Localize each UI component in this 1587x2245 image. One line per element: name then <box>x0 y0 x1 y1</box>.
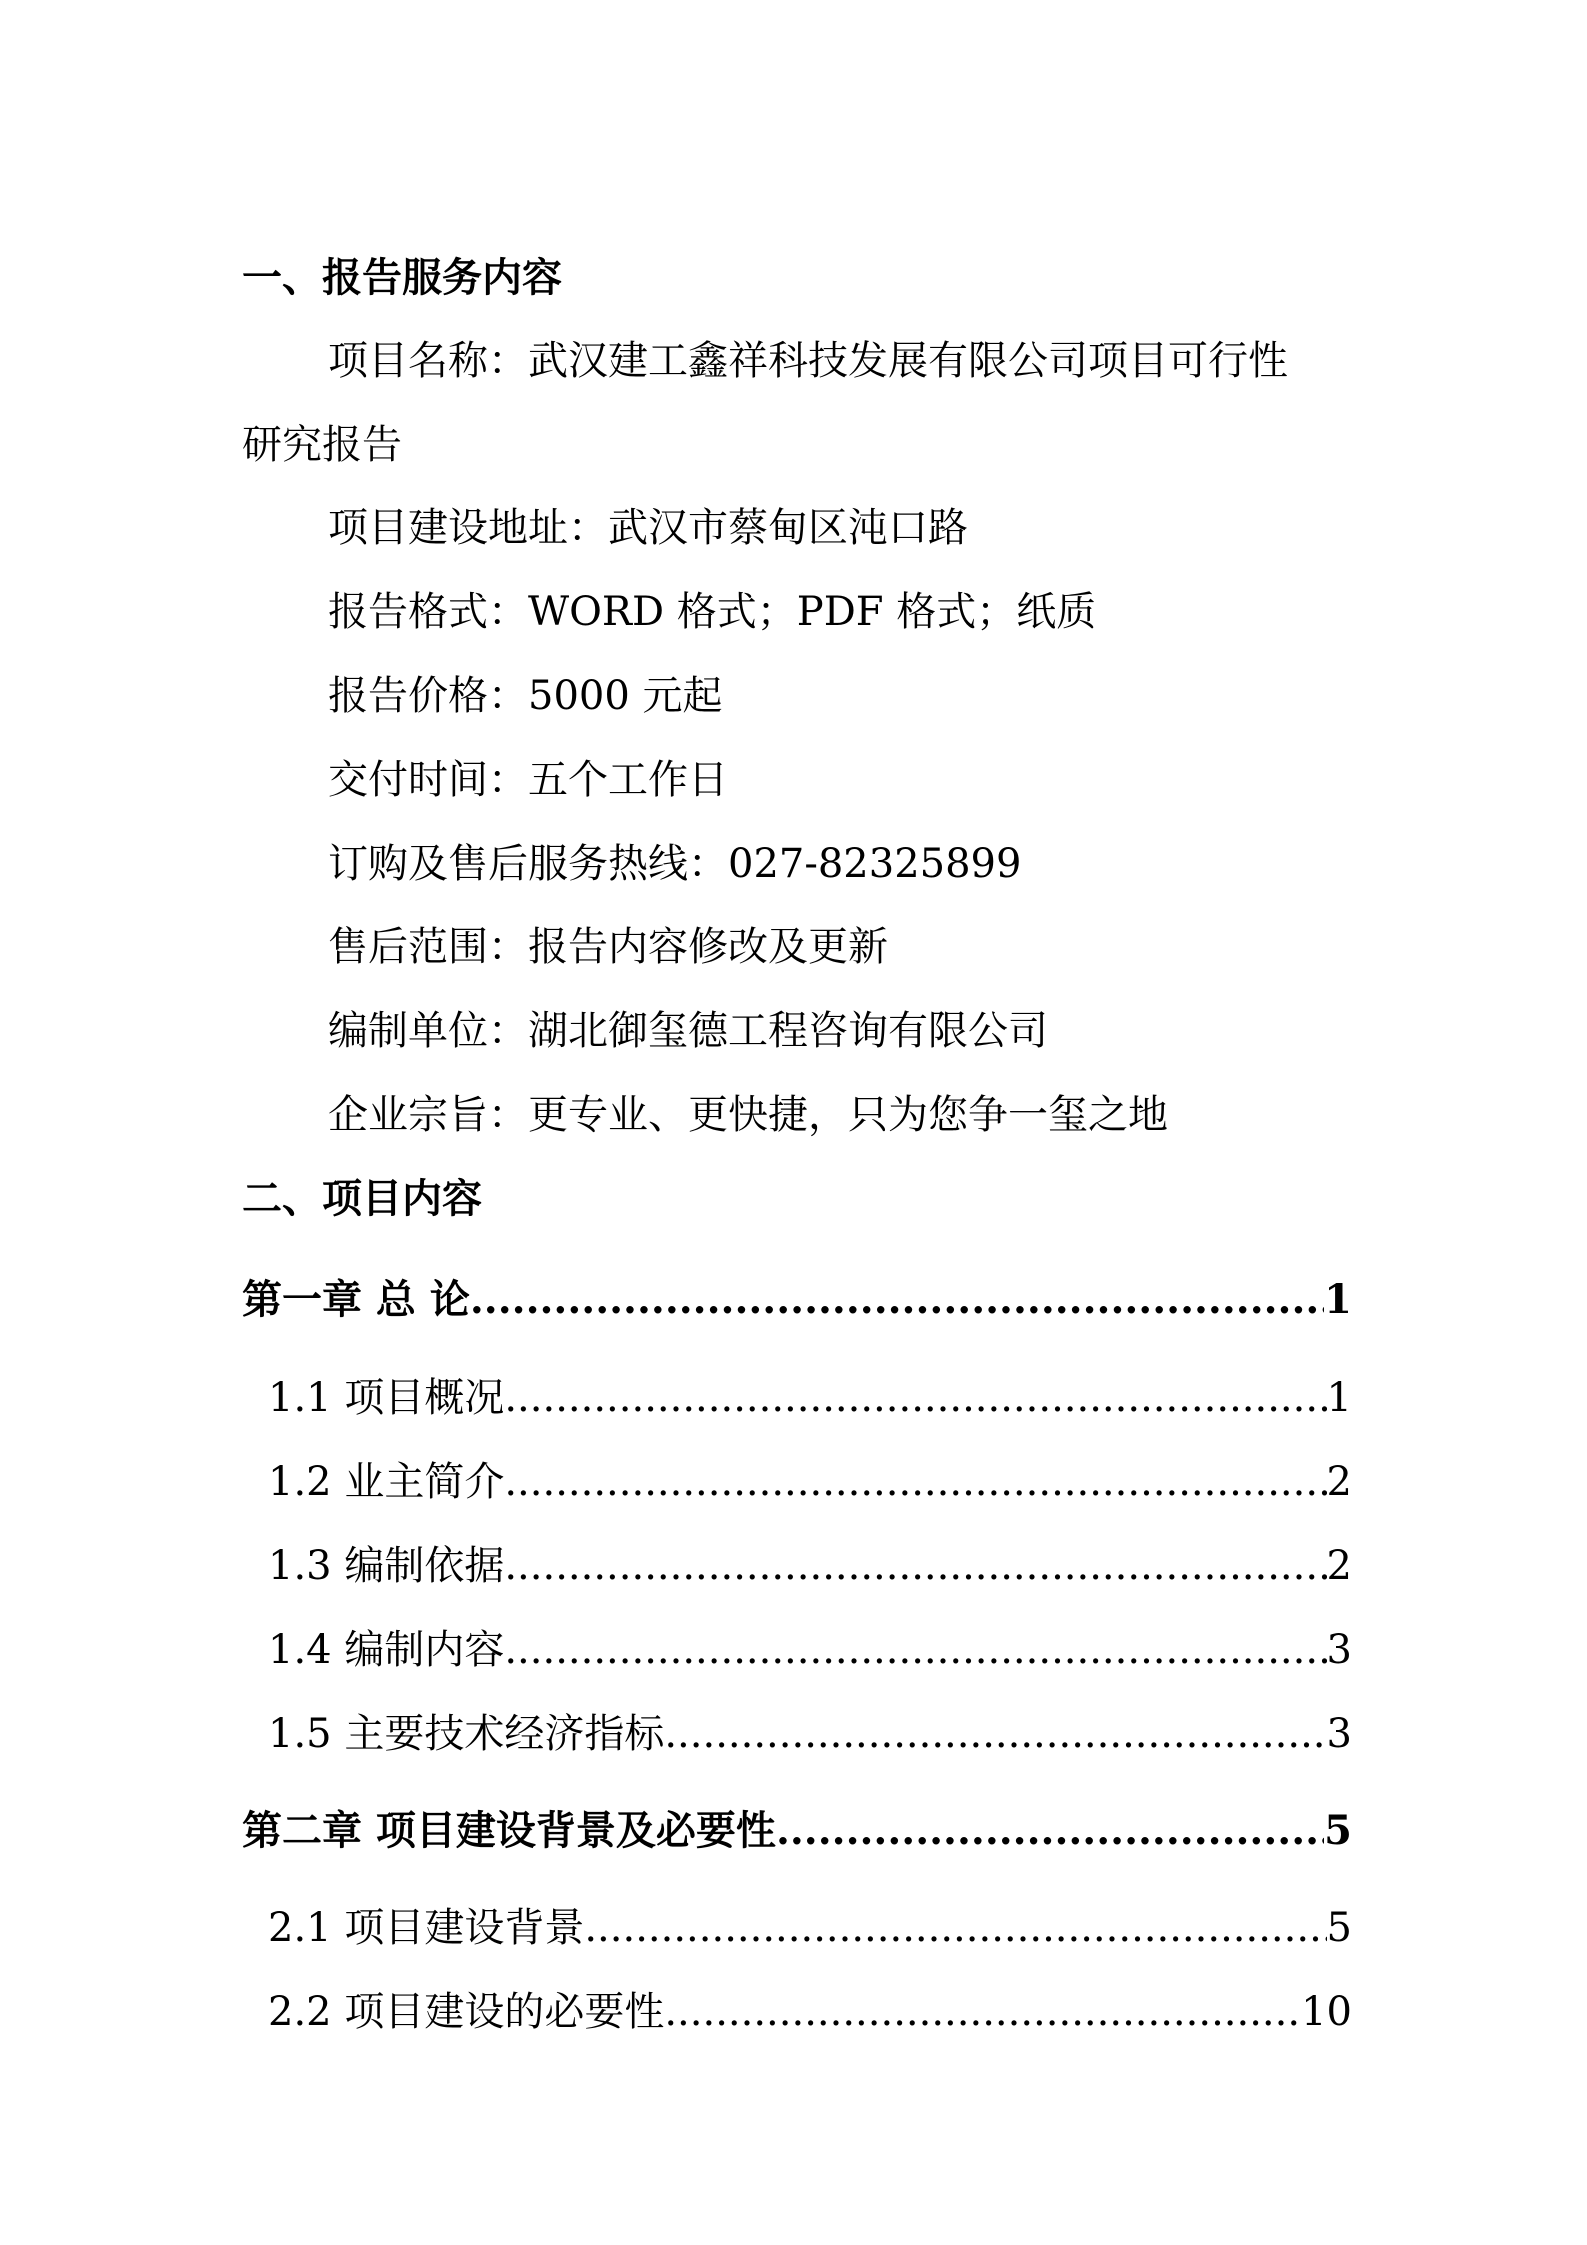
toc-page-number: 3 <box>1326 1711 1352 1757</box>
toc-page-number: 5 <box>1324 1807 1352 1854</box>
delivery-time: 交付时间：五个工作日 <box>328 757 728 803</box>
toc-entry-2-1[interactable] <box>268 1900 1352 1956</box>
project-address: 项目建设地址：武汉市蔡甸区沌口路 <box>328 505 968 551</box>
toc-entry-label: 2.2 项目建设的必要性 <box>268 1989 665 2035</box>
toc-page-number: 5 <box>1326 1905 1352 1951</box>
toc-entry-label: 1.2 业主简介 <box>268 1459 505 1505</box>
section-heading-project-content: 二、项目内容 <box>242 1175 482 1222</box>
report-price: 报告价格：5000 元起 <box>328 673 723 719</box>
toc-dot-leader <box>584 1900 1326 1956</box>
toc-entry-chapter-2[interactable] <box>242 1803 1352 1859</box>
company-mission: 企业宗旨：更专业、更快捷，只为您争一玺之地 <box>328 1092 1168 1138</box>
toc-page-number: 1 <box>1326 1375 1352 1421</box>
toc-page-number: 10 <box>1301 1989 1352 2035</box>
toc-dot-leader <box>504 1538 1326 1594</box>
project-name-line2: 研究报告 <box>242 422 402 468</box>
toc-entry-label: 1.5 主要技术经济指标 <box>268 1711 665 1757</box>
toc-dot-leader <box>470 1272 1324 1328</box>
toc-entry-label: 1.3 编制依据 <box>268 1543 505 1589</box>
toc-page-number: 2 <box>1326 1543 1352 1589</box>
toc-page-number: 3 <box>1326 1627 1352 1673</box>
project-name-line1: 项目名称：武汉建工鑫祥科技发展有限公司项目可行性 <box>328 338 1288 384</box>
section-heading-report-service: 一、报告服务内容 <box>242 254 562 301</box>
compiling-unit: 编制单位：湖北御玺德工程咨询有限公司 <box>328 1008 1048 1054</box>
toc-entry-chapter-1[interactable] <box>242 1272 1352 1328</box>
toc-dot-leader <box>664 1984 1301 2040</box>
toc-entry-1-1[interactable] <box>268 1370 1352 1426</box>
toc-entry-1-4[interactable] <box>268 1622 1352 1678</box>
toc-dot-leader <box>776 1803 1324 1859</box>
toc-dot-leader <box>504 1370 1326 1426</box>
toc-page-number: 1 <box>1324 1276 1352 1323</box>
toc-entry-label: 第一章 总 论 <box>242 1276 470 1323</box>
toc-dot-leader <box>504 1454 1326 1510</box>
toc-entry-label: 第二章 项目建设背景及必要性 <box>242 1807 776 1854</box>
toc-dot-leader <box>504 1622 1326 1678</box>
toc-entry-2-2[interactable] <box>268 1984 1352 2040</box>
toc-entry-1-3[interactable] <box>268 1538 1352 1594</box>
toc-entry-label: 1.4 编制内容 <box>268 1627 505 1673</box>
after-sales-scope: 售后范围：报告内容修改及更新 <box>328 924 888 970</box>
toc-entry-1-2[interactable] <box>268 1454 1352 1510</box>
service-hotline: 订购及售后服务热线：027-82325899 <box>328 841 1022 887</box>
toc-entry-1-5[interactable] <box>268 1706 1352 1762</box>
report-format: 报告格式：WORD 格式；PDF 格式；纸质 <box>328 589 1097 635</box>
toc-entry-label: 1.1 项目概况 <box>268 1375 505 1421</box>
toc-entry-label: 2.1 项目建设背景 <box>268 1905 585 1951</box>
toc-page-number: 2 <box>1326 1459 1352 1505</box>
toc-dot-leader <box>664 1706 1326 1762</box>
